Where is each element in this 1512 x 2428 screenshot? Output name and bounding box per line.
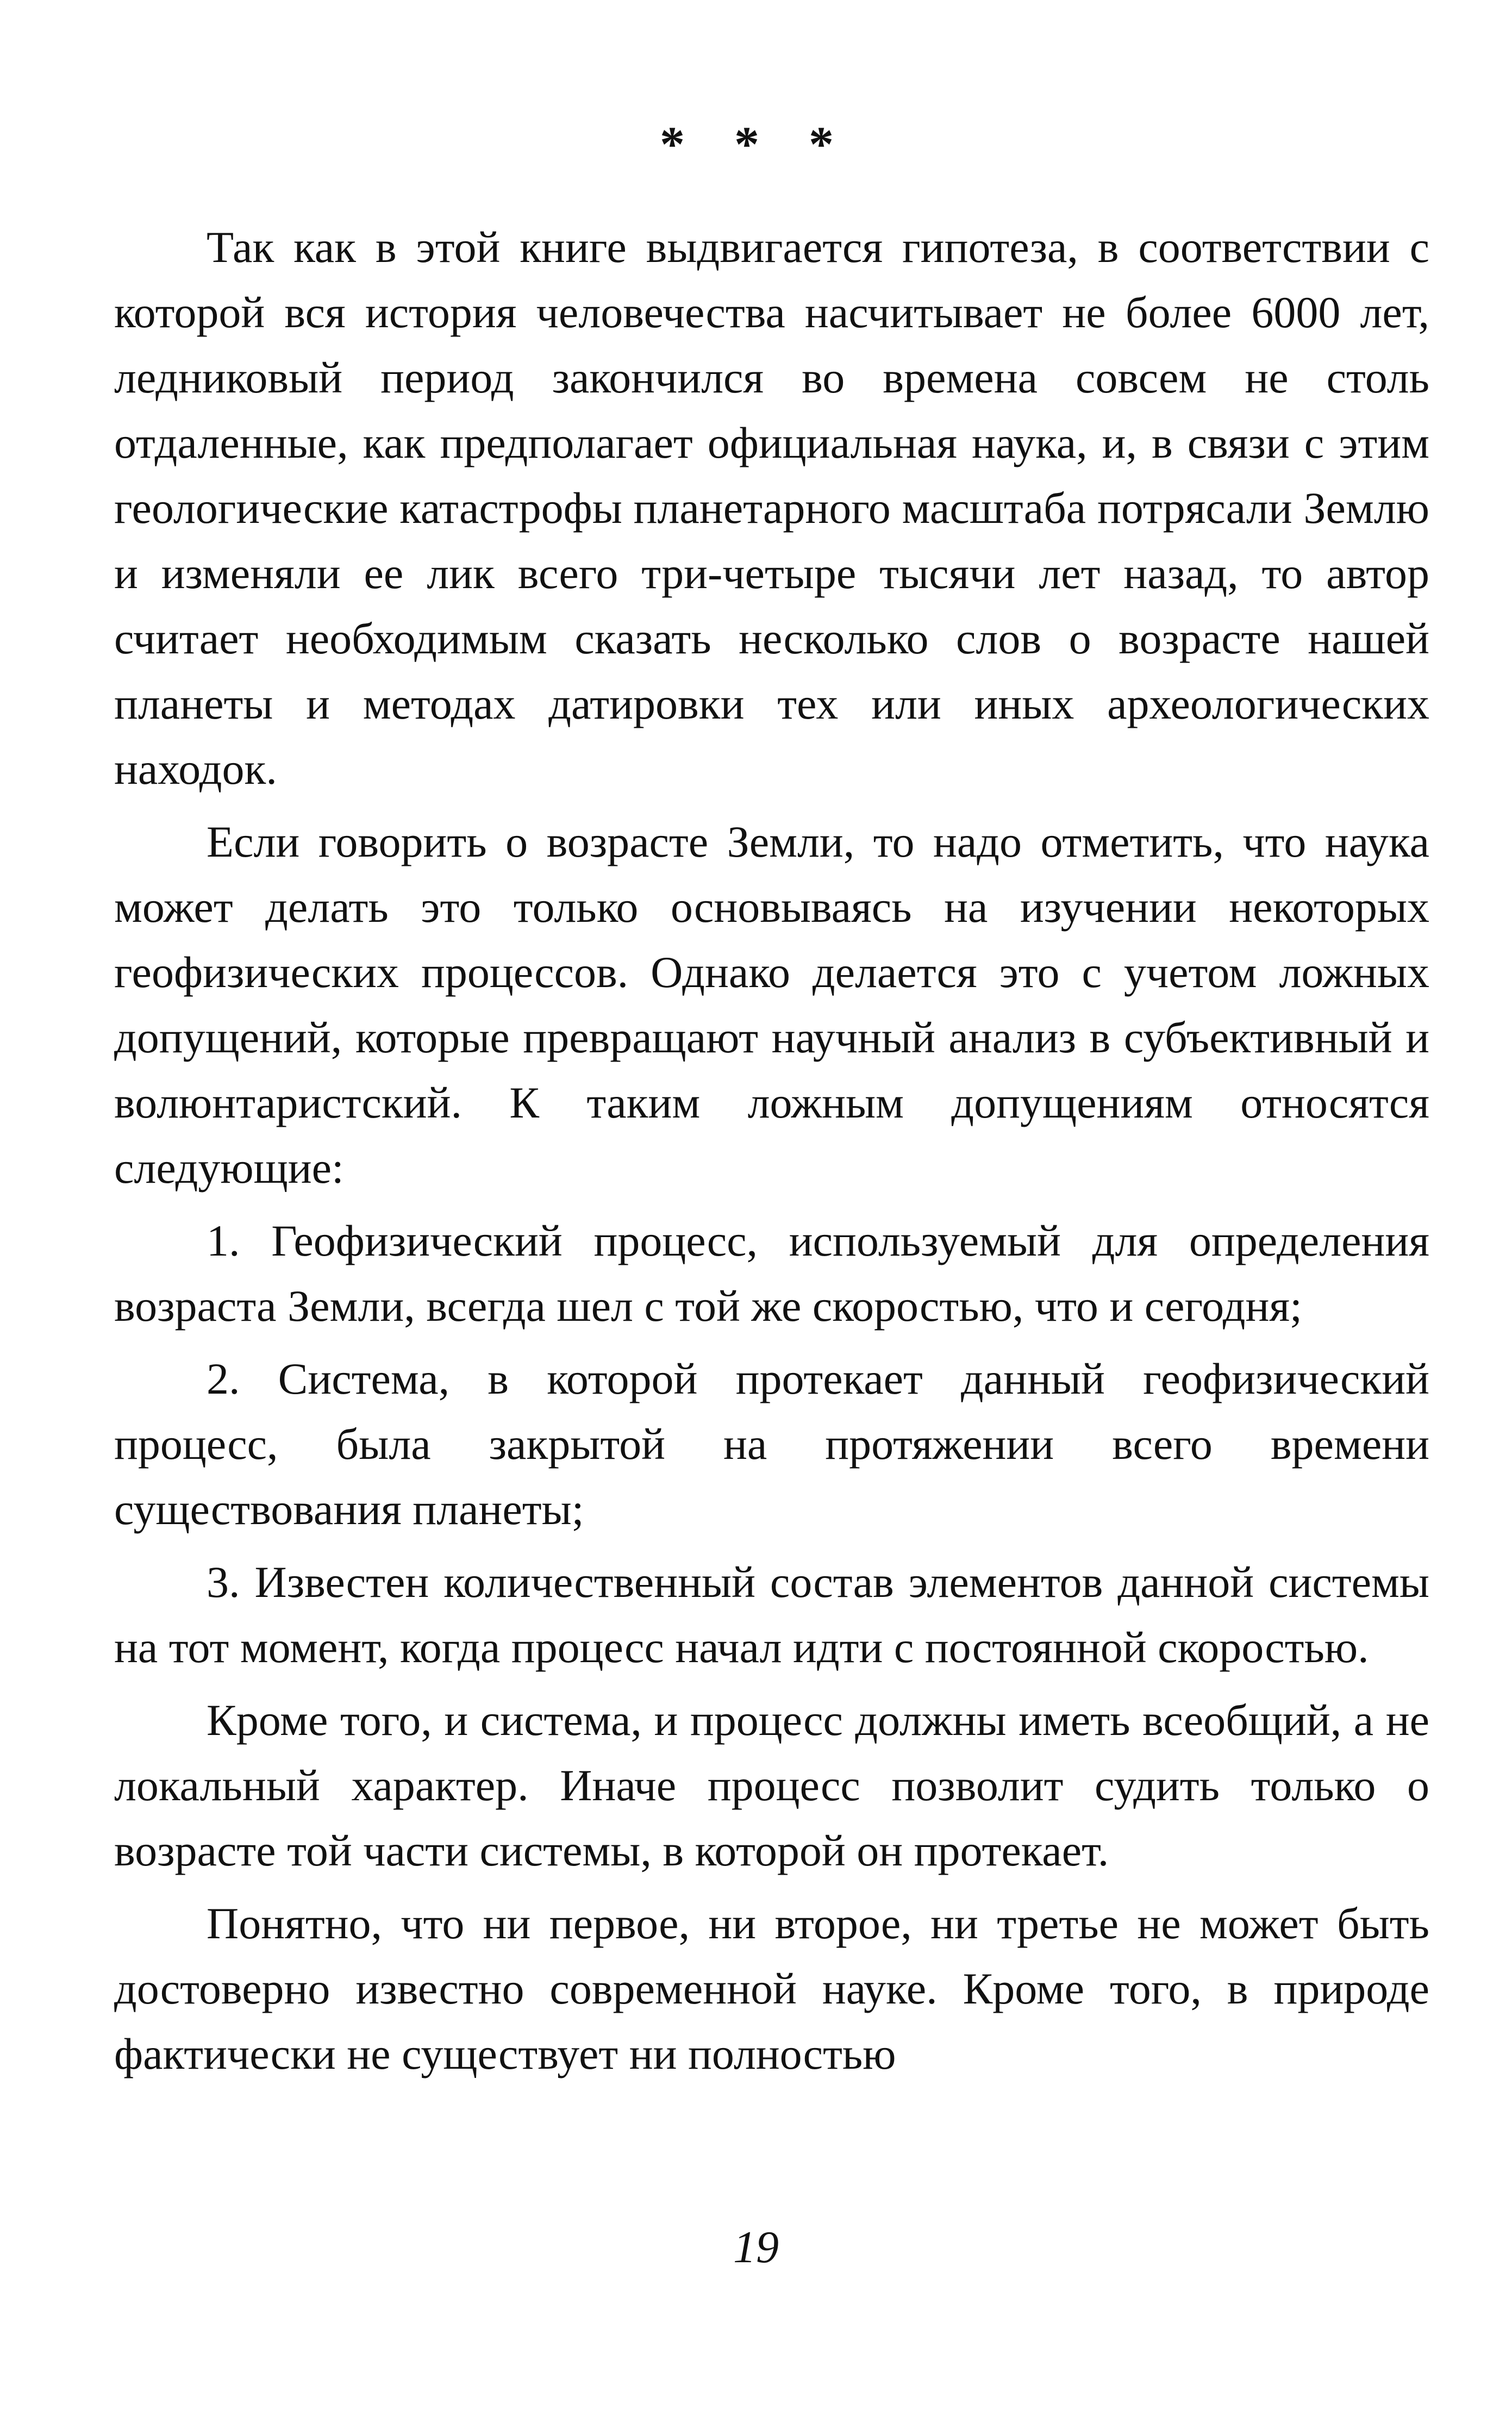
paragraph-conclusion: Понятно, что ни первое, ни второе, ни третье не может быть достоверно известно современной науке. Кроме того, в природе фактически не существует ни полностью: [114, 1899, 1429, 2079]
paragraph-system-process: Кроме того, и система, и процесс должны иметь всеобщий, а не локальный характер. Иначе процесс позволит судить только о возрасте той части системы, в которой он протекает.: [114, 1695, 1429, 1875]
paragraph-intro: Так как в этой книге выдвигается гипотеза, в соответствии с которой вся история человечества насчитывает не более 6000 лет, ледниковый период закончился во времена совсем не столь отдаленные, как предполагает официальная наука, и, в связи с этим геологические катастрофы планетарного масштаба потрясали Землю и изменяли ее лик всего три-четыре тысячи лет назад, то автор считает необходимым сказать несколько слов о возрасте нашей планеты и методах датировки тех или иных археологических находок.: [114, 222, 1429, 794]
list-item-2: 2. Система, в которой протекает данный геофизический процесс, была закрытой на протяжении всего времени существования планеты;: [114, 1354, 1429, 1534]
list-item-3: 3. Известен количественный состав элементов данной системы на тот момент, когда процесс начал идти с постоянной скоростью.: [114, 1557, 1429, 1672]
page-number: 19: [733, 2222, 779, 2273]
list-item-1: 1. Геофизический процесс, используемый для определения возраста Земли, всегда шел с той же скоростью, что и сегодня;: [114, 1216, 1429, 1331]
body-text: [114, 215, 1429, 2087]
paragraph-earth-age: Если говорить о возрасте Земли, то надо отметить, что наука может делать это только основываясь на изучении некоторых геофизических процессов. Однако делается это с учетом ложных допущений, которые превращают научный анализ в субъективный и волюнтаристский. К таким ложным допущениям относятся следующие:: [114, 817, 1429, 1193]
section-separator: * * *: [660, 116, 852, 172]
